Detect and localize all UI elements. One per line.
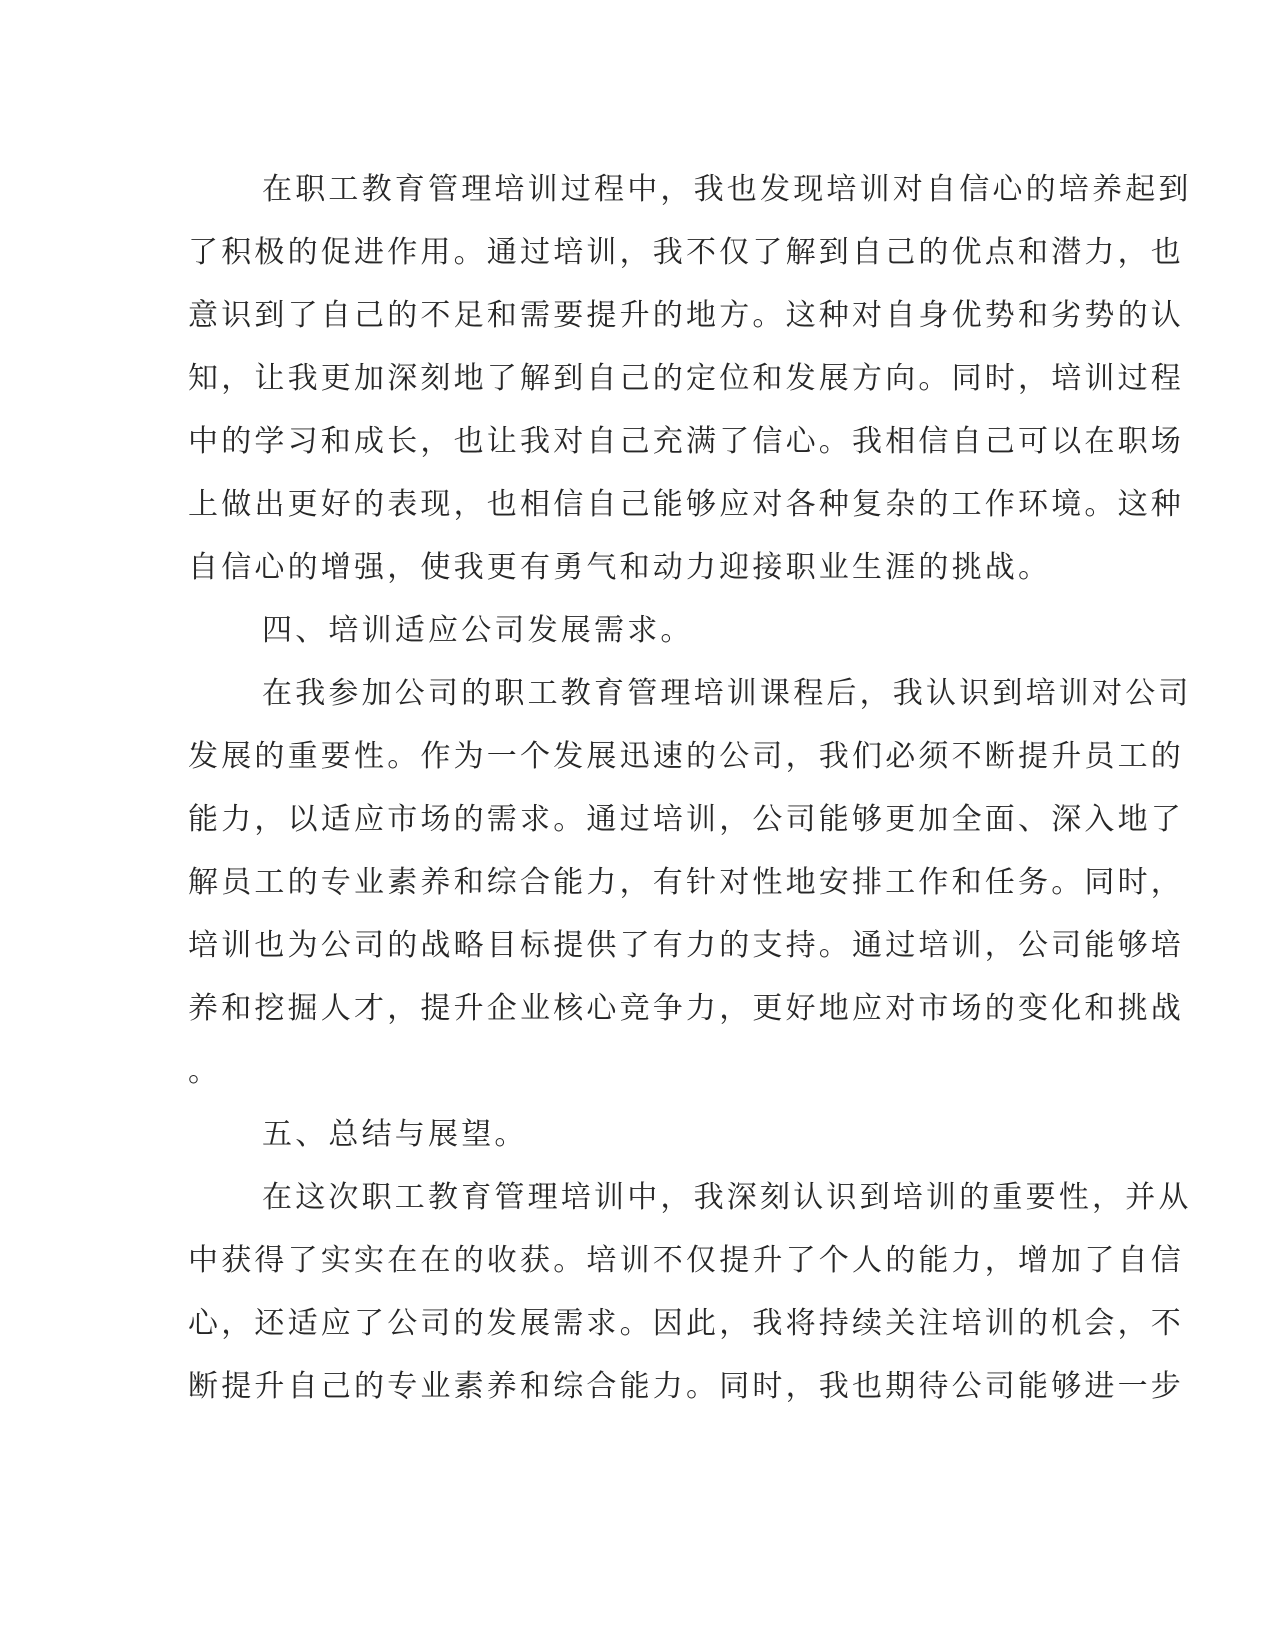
paragraph-line: 上做出更好的表现，也相信自己能够应对各种复杂的工作环境。这种	[188, 487, 1184, 522]
section-heading-4: 四、培训适应公司发展需求。	[262, 613, 694, 648]
paragraph-line: 自信心的增强，使我更有勇气和动力迎接职业生涯的挑战。	[188, 550, 1052, 585]
paragraph-line: 了积极的促进作用。通过培训，我不仅了解到自己的优点和潜力，也	[188, 235, 1184, 270]
paragraph-line: 发展的重要性。作为一个发展迅速的公司，我们必须不断提升员工的	[188, 739, 1184, 774]
paragraph-line: 养和挖掘人才，提升企业核心竞争力，更好地应对市场的变化和挑战	[188, 991, 1184, 1026]
paragraph-line: 知，让我更加深刻地了解到自己的定位和发展方向。同时，培训过程	[188, 361, 1184, 396]
paragraph-self-confidence	[188, 158, 1192, 599]
paragraph-line: 断提升自己的专业素养和综合能力。同时，我也期待公司能够进一步	[188, 1369, 1184, 1404]
paragraph-line: 中的学习和成长，也让我对自己充满了信心。我相信自己可以在职场	[188, 424, 1184, 459]
paragraph-line: 心，还适应了公司的发展需求。因此，我将持续关注培训的机会，不	[188, 1306, 1184, 1341]
paragraph-line: 在职工教育管理培训过程中，我也发现培训对自信心的培养起到	[262, 172, 1192, 207]
paragraph-line: 中获得了实实在在的收获。培训不仅提升了个人的能力，增加了自信	[188, 1243, 1184, 1278]
paragraph-line: 能力，以适应市场的需求。通过培训，公司能够更加全面、深入地了	[188, 802, 1184, 837]
paragraph-line: 在这次职工教育管理培训中，我深刻认识到培训的重要性，并从	[262, 1180, 1192, 1215]
paragraph-line: 。	[188, 1054, 218, 1089]
paragraph-line: 在我参加公司的职工教育管理培训课程后，我认识到培训对公司	[262, 676, 1192, 711]
paragraph-line: 解员工的专业素养和综合能力，有针对性地安排工作和任务。同时，	[188, 865, 1184, 900]
paragraph-summary	[188, 1166, 1192, 1418]
document-body	[188, 158, 1192, 1418]
paragraph-line: 意识到了自己的不足和需要提升的地方。这种对自身优势和劣势的认	[188, 298, 1184, 333]
paragraph-company-needs	[188, 662, 1192, 1103]
paragraph-line: 培训也为公司的战略目标提供了有力的支持。通过培训，公司能够培	[188, 928, 1184, 963]
section-heading-5: 五、总结与展望。	[262, 1117, 528, 1152]
